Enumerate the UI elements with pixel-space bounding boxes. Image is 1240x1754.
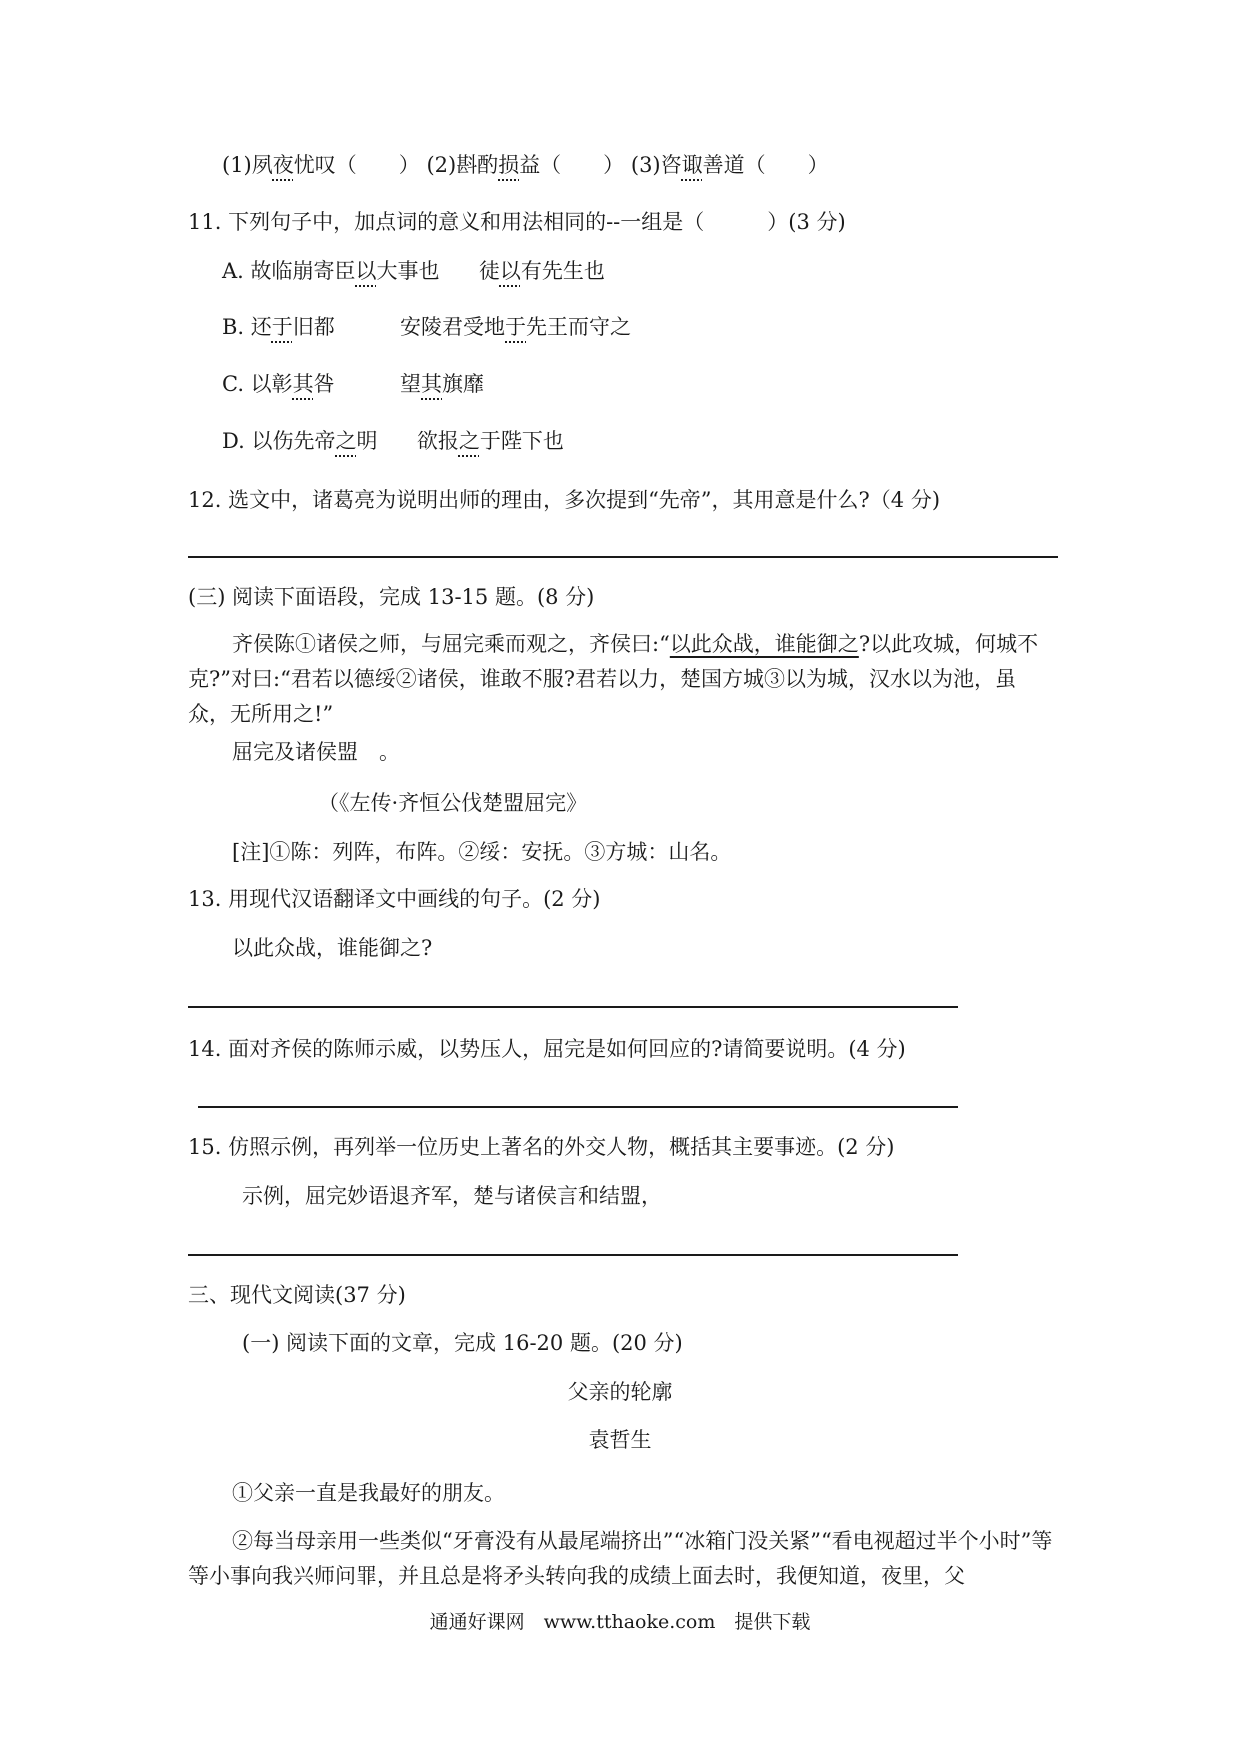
article-paragraph-2: ②每当母亲用一些类似“牙膏没有从最尾端挤出”“冰箱门没关紧”“看电视超过半个小时”等等小事向我兴师问罪，并且总是将矛头转向我的成绩上面去时，我便知道，夜里，父 <box>188 1529 1053 1588</box>
q10-item1-prefix: (1) <box>222 153 252 177</box>
q11-a2-text: 徒 <box>478 259 500 283</box>
q11-b1-text: 还 <box>250 315 272 339</box>
section-3-3-passage <box>188 627 1058 732</box>
article-author: 袁哲生 <box>588 1428 652 1452</box>
section-3-sub-heading: (一) 阅读下面的文章，完成 16-20 题。(20 分) <box>242 1331 683 1355</box>
q11-d1-rest: 明 <box>356 429 378 453</box>
q11-option-c <box>222 372 335 396</box>
q11-option-d <box>222 429 564 453</box>
q11-option-b-label: B. <box>222 315 251 339</box>
q11-option-a <box>222 259 605 283</box>
q10-item2-blank: 益（ ） <box>519 153 625 177</box>
article-title: 父亲的轮廓 <box>567 1380 673 1404</box>
q11-a2-dotted: 以 <box>499 259 521 283</box>
q11-a1-text: 故临崩寄臣 <box>250 259 356 283</box>
q10-item3-text: 咨 <box>660 153 682 177</box>
q11-c2-dotted: 其 <box>421 372 442 396</box>
q11-option-c2 <box>400 372 484 396</box>
q15-answer-line[interactable] <box>188 1254 958 1256</box>
passage-source: （《左传·齐恒公伐楚盟屈完》 <box>318 791 588 815</box>
q11-b2-rest: 先王而守之 <box>526 315 631 339</box>
q11-b2-dotted: 于 <box>505 315 526 339</box>
q11-option-b <box>222 315 335 339</box>
page-footer: 通通好课网 www.tthaoke.com 提供下载 <box>429 1611 811 1633</box>
q11-d2-text: 欲报 <box>416 429 459 453</box>
q13-answer-line[interactable] <box>188 1006 958 1008</box>
q14-answer-line[interactable] <box>198 1106 958 1108</box>
q10-item2-dotted: 损 <box>498 153 520 177</box>
q11-option-c-label: C. <box>222 372 251 396</box>
q11-c1-rest: 咎 <box>313 372 335 396</box>
q11-stem: 11. 下列句子中，加点词的意义和用法相同的--一组是（ ）(3 分) <box>188 210 846 234</box>
q11-b2-text: 安陵君受地 <box>400 315 505 339</box>
q11-d2-dotted: 之 <box>458 429 480 453</box>
q10-item2-prefix: (2) <box>426 153 457 177</box>
q10-item3-prefix: (3) <box>630 153 661 177</box>
q11-b1-rest: 旧都 <box>292 315 335 339</box>
q10-item1-dotted: 夜 <box>272 153 294 177</box>
q13-sentence: 以此众战，谁能御之? <box>232 936 433 960</box>
q11-d1-text: 以伤先帝 <box>251 429 336 453</box>
q11-a1-dotted: 以 <box>355 259 377 283</box>
q13-stem: 13. 用现代汉语翻译文中画线的句子。(2 分) <box>188 887 601 911</box>
q11-b1-dotted: 于 <box>271 315 293 339</box>
q14-stem: 14. 面对齐侯的陈师示威，以势压人，屈完是如何回应的?请简要说明。(4 分) <box>188 1037 906 1061</box>
q10-item2-text: 斟酌 <box>456 153 499 177</box>
q11-option-d-label: D. <box>222 429 252 453</box>
q12-answer-line[interactable] <box>188 556 1058 558</box>
q12-stem: 12. 选文中，诸葛亮为说明出师的理由，多次提到“先帝”，其用意是什么?（4 分) <box>188 488 941 512</box>
q11-a1-rest: 大事也 <box>376 259 440 283</box>
passage-ending: 屈完及诸侯盟 。 <box>232 740 400 764</box>
q10-item1-text: 夙 <box>251 153 273 177</box>
q11-c2-rest: 旗靡 <box>442 372 484 396</box>
q11-a2-rest: 有先生也 <box>520 259 605 283</box>
passage-text-b: ?以此攻城，何城不克?”对曰:“君若以德绥②诸侯，谁敢不服?君若以力，楚国方城③以为城，汉水以为池，虽众，无所用之!” <box>188 632 1039 726</box>
passage-text-a: 齐侯陈①诸侯之师，与屈完乘而观之，齐侯曰:“ <box>232 632 670 656</box>
q15-stem: 15. 仿照示例，再列举一位历史上著名的外交人物，概括其主要事迹。(2 分) <box>188 1135 895 1159</box>
section-3-heading: 三、现代文阅读(37 分) <box>188 1283 406 1307</box>
q11-option-b2 <box>400 315 631 339</box>
article-paragraph-1: ①父亲一直是我最好的朋友。 <box>232 1481 505 1505</box>
q11-option-a-label: A. <box>222 259 251 283</box>
passage-underlined-sentence: 以此众战，谁能御之 <box>669 632 859 656</box>
q11-d2-rest: 于陛下也 <box>479 429 564 453</box>
section-3-3-heading: (三) 阅读下面语段，完成 13-15 题。(8 分) <box>188 585 595 609</box>
q11-d1-dotted: 之 <box>335 429 357 453</box>
q15-example: 示例，屈完妙语退齐军，楚与诸侯言和结盟， <box>242 1184 662 1208</box>
passage-notes: [注]①陈：列阵，布阵。②绥：安抚。③方城：山名。 <box>232 840 732 864</box>
q11-c1-dotted: 其 <box>292 372 314 396</box>
q11-c1-text: 以彰 <box>250 372 293 396</box>
q10-item3-blank: 善道（ ） <box>702 153 829 177</box>
q11-c2-text: 望 <box>400 372 421 396</box>
q10-item1-blank: 忧叹（ ） <box>293 153 420 177</box>
q10-item3-dotted: 诹 <box>681 153 703 177</box>
q10-items-line <box>222 153 829 177</box>
